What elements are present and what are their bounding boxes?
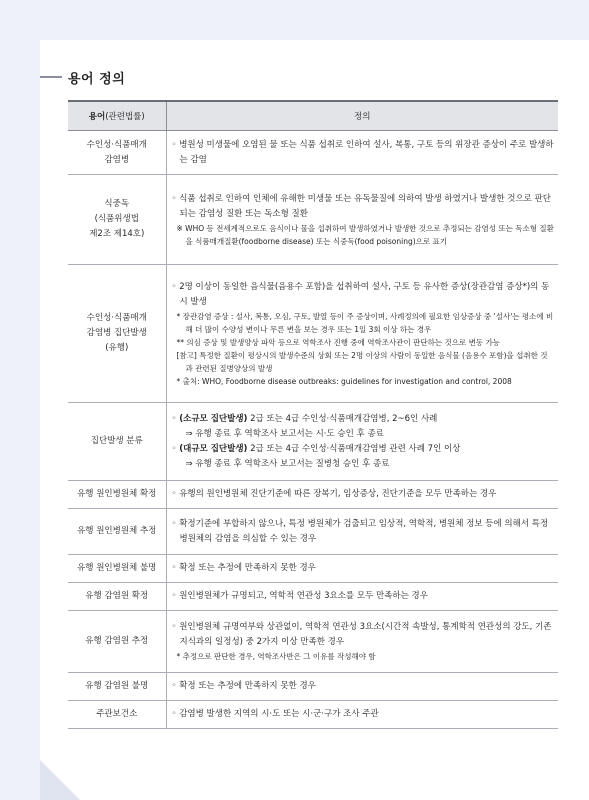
term-cell: 유행 감염원 추정 — [68, 611, 166, 673]
section-title: 용어 정의 — [68, 72, 126, 87]
term-cell: 수인성·식품매개 감염병 — [68, 131, 166, 175]
definition-cell: ◦ 확정 또는 추정에 만족하지 못한 경우 — [166, 555, 558, 583]
definition-cell: ◦ 원인병원체가 규명되고, 역학적 연관성 3요소를 모두 만족하는 경우 — [166, 583, 558, 611]
term-cell: 주관보건소 — [68, 701, 166, 729]
definition-table — [68, 100, 558, 729]
table-row — [68, 509, 558, 555]
term-cell: 유행 감염원 확정 — [68, 583, 166, 611]
table-row — [68, 481, 558, 509]
definition-cell: ◦ 확정기준에 부합하지 않으나, 특정 병원체가 검출되고 임상적, 역학적, 병원체 정보 등에 의해서 특정 병원체의 감염을 의심할 수 있는 경우 — [166, 509, 558, 555]
table-row — [68, 701, 558, 729]
definition-cell: ◦ 2명 이상이 동일한 음식물(음용수 포함)을 섭취하여 설사, 구토 등 유사한 증상(장관감염 증상*)의 동시 발생 * 장관감염 증상 : 설사, 복통, 오심, 구토, 발열 등이 주 증상이며, 사례정의에 필요한 임상증상 중 '설사'는 평소에 비해 더 많이 수양성 변이나 무른 변을 보는 경우 또는 1일 3회 이상 하는 경우 ** 의심 증상 및 발생양상 파악 등으로 역학조사 진행 중에 역학조사관이 판단하는 것으로 변동 가능 [참고] 특정한 질환이 평상시의 발생수준의 상회 또는 2명 이상의 사람이 동일한 음식물 (음용수 포함)을 섭취한 것과 관련된 질병양상의 발생 * 출처: WHO, Foodborne disease outbreaks: guidelines for investigation and control, 2008 — [166, 265, 558, 403]
table-row — [68, 555, 558, 583]
definition-cell: ◦ 확정 또는 추정에 만족하지 못한 경우 — [166, 673, 558, 701]
table-row — [68, 611, 558, 673]
table-row — [68, 583, 558, 611]
definition-cell: ◦ 유행의 원인병원체 진단기준에 따른 장복기, 임상증상, 진단기준을 모두 만족하는 경우 — [166, 481, 558, 509]
definition-cell: ◦ 원인병원체 규명여부와 상관없이, 역학적 연관성 3요소(시간적 속발성, 통계학적 연관성의 강도, 기존 지식과의 일정성) 중 2가지 이상 만족한 경우 * 추정으로 판단한 경우, 역학조사반은 그 이유를 작성해야 함 — [166, 611, 558, 673]
table-row — [68, 265, 558, 403]
table-row — [68, 131, 558, 175]
term-cell: 수인성·식품매개 감염병 집단발생 (유행) — [68, 265, 166, 403]
term-cell: 집단발생 분류 — [68, 403, 166, 481]
table-row — [68, 175, 558, 265]
section-marker — [40, 76, 62, 78]
term-cell: 유행 감염원 불명 — [68, 673, 166, 701]
definition-cell: ◦ 병원성 미생물에 오염된 물 또는 식품 섭취로 인하여 설사, 복통, 구토 등의 위장관 증상이 주로 발생하는 감염 — [166, 131, 558, 175]
table-row — [68, 673, 558, 701]
table-header-row — [68, 101, 558, 131]
term-cell: 유행 원인병원체 불명 — [68, 555, 166, 583]
table-row — [68, 403, 558, 481]
definition-cell: ◦ 감염병 발생한 지역의 시·도 또는 시·군·구가 조사 주관 — [166, 701, 558, 729]
term-cell: 유행 원인병원체 확정 — [68, 481, 166, 509]
definition-cell: ◦ 식품 섭취로 인하여 인체에 유해한 미생물 또는 유독물질에 의하여 발생 하였거나 발생한 것으로 판단되는 감염성 질환 또는 독소형 질환 ※ WHO 등 전세계적으로도 음식이나 물을 섭취하여 발생하였거나 발생한 것으로 추정되는 감염성 또는 독소형 질환을 식품매개질환(foodborne disease) 또는 식중독(food poisoning)으로 표기 — [166, 175, 558, 265]
term-cell: 식중독 (식품위생법 제2조 제14호) — [68, 175, 166, 265]
definition-cell: ◦ (소규모 집단발생) 2급 또는 4급 수인성·식품매개감염병, 2~6인 사례 ⇒ 유행 종료 후 역학조사 보고서는 시·도 승인 후 종료 ◦ (대규모 집단발생) 2급 또는 4급 수인성·식품매개감염병 관련 사례 7인 이상 ⇒ 유행 종료 후 역학조사 보고서는 질병청 승인 후 종료 — [166, 403, 558, 481]
page-corner-decoration — [40, 760, 80, 800]
header-term: 용어(관련법률) — [68, 101, 166, 131]
term-cell: 유행 원인병원체 추정 — [68, 509, 166, 555]
header-definition: 정의 — [166, 101, 558, 131]
